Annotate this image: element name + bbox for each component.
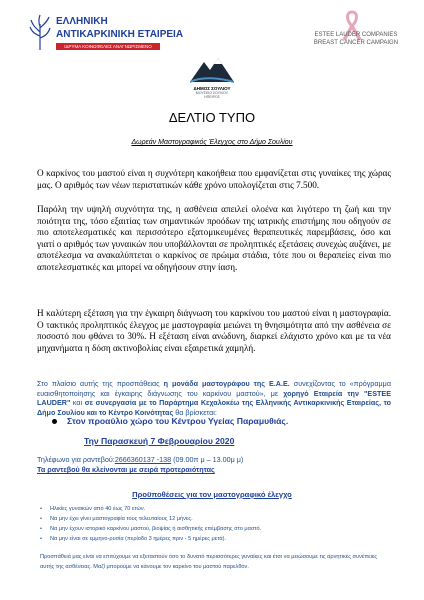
prerequisites-title: Προϋποθέσεις για τον μαστογραφικό έλεγχο <box>132 490 292 499</box>
list-item: • Να μην έχει γίνει μαστογραφία τους τελευταίους 12 μήνες. <box>40 514 400 524</box>
page-subtitle: Δωρεάν Μαστογραφικός Έλεγχος στο Δήμο Σουλίου <box>131 139 293 146</box>
mountain-icon <box>190 56 234 84</box>
program-text-4: θα βρίσκεται: <box>173 407 217 417</box>
program-text-1: Στο πλαίσιο αυτής της προσπάθειας <box>37 379 164 388</box>
program-bold-2: χορηγό Εταιρεία την "ESTEE LAUDER" <box>37 388 392 408</box>
appointments-note: Τα ραντεβού θα κλείνονται με σειρά προτεραιότητας <box>37 465 215 474</box>
logo-center-line1: ΔΗΜΟΣ ΣΟΥΛΙΟΥ <box>193 86 231 91</box>
event-date: Την Παρασκευή 7 Φεβρουαρίου 2020 <box>84 436 235 446</box>
paragraph-treatment: Παρόλη την υψηλή συχνότητα της, η ασθένεια απειλεί ολοένα και λιγότερο τη ζωή και την ποιότητα της, τόσο εξαιτίας των σημαντικών προόδων της ιατρικής επιστήμης που οδηγούν σε πιο αποτελεσματικές και περισσότερο εξατομικευμένες θεραπευτικές παρεμβάσεις, όσο και γιατί ο αριθμός των γυναικών που υποβάλλονται σε προληπτικές εξετάσεις συνεχώς αυξάνει, με αποτέλεσμα να ανακαλύπτεται ο καρκίνος σε πρώιμα στάδια, τότε που οι θεραπείες είναι πιο αποτελεσματικές και μπορεί να οδηγήσουν στην ίαση. <box>37 204 392 272</box>
list-item: • Να μην είναι σε εμμηνο-ρυσία (περίοδο 3 ημέρες πριν - 5 ημέρες μετά). <box>40 534 400 544</box>
logo-right-line1: ESTEE LAUDER COMPANIES <box>314 32 398 38</box>
program-text-2: συνεχίζοντας το «πρόγραμμα ευαισθητοποίησης και έγκαιρης διάγνωσης του καρκίνου μαστού», με <box>37 379 391 398</box>
municipality-souli-logo <box>184 56 240 104</box>
logo-center-line3: ΗΠΕΙΡΟΣ <box>204 95 220 99</box>
prerequisites-list <box>40 504 400 544</box>
logo-left-line1: ΕΛΛΗΝΙΚΗ <box>56 16 108 27</box>
estee-lauder-campaign-logo <box>300 10 410 58</box>
paragraph-mammography: Η καλύτερη εξέταση για την έγκαιρη διάγνωση του καρκίνου του μαστού είναι η μαστογραφία. Ο τακτικός προληπτικός έλεγχος με μαστογραφία μειώνει τη θνησιμότητα από την ασθένεια σε ποσοστό που φθάνει το 30%. Η εξέταση είναι ανώδυνη, διαρκεί ελάχιστο χρόνο και με τα νέα μηχανήματα η δόση ακτινοβολίας είναι εξαιρετικά χαμηλή. <box>37 308 391 353</box>
program-text-3: και <box>70 398 85 408</box>
location-text: Στον προαύλιο χώρο του Κέντρου Υγείας Παραμυθιάς. <box>67 416 289 426</box>
logo-center-line2: ΜΟΥΣΕΙΟ ΣΟΥΛΙΟΥ <box>195 91 229 95</box>
logo-right-line2: BREAST CANCER CAMPAIGN <box>313 40 399 46</box>
logo-left-line2: ΑΝΤΙΚΑΡΚΙΝΙΚΗ ΕΤΑΙΡΕΙΑ <box>56 29 184 40</box>
closing-paragraph: Προσπάθειά μας είναι να επιτύχουμε να εξεταστούν όσο το δυνατό περισσότερες γυναίκες και έτσι να μειώσουμε τις αρνητικές συνέπειες αυτής της ασθένειας. Μαζί μπορούμε να κάνουμε τον καρκίνο του μαστού παρελθόν. <box>40 554 378 570</box>
tree-icon <box>28 14 52 50</box>
list-item: • Να μην έχουν ιστορικό καρκίνου μαστού, βιοψίας ή αισθητικής επέμβασης στο μαστό. <box>40 524 400 534</box>
location-bullet <box>52 416 392 426</box>
paragraph-incidence: Ο καρκίνος του μαστού είναι η συχνότερη κακοήθεια που εμφανίζεται στις γυναίκες της χώρας μας. Ο αριθμός των νέων περιστατικών κάθε χρόνο υπολογίζεται στις 7.500. <box>37 168 391 190</box>
bullet-icon <box>52 419 57 424</box>
phone-hours: (09.00π μ – 13.00μ μ) <box>171 455 244 464</box>
phone-line <box>37 455 243 464</box>
logo-left-tagline: ΙΔΡΥΜΑ ΚΟΙΝΩΦΕΛΕΣ ΑΝΑΓΝΩΡΙΣΜΕΝΟ <box>56 43 160 50</box>
hellenic-cancer-society-logo <box>28 14 184 56</box>
program-bold-3: σε συνεργασία με το Παράρτημα Κεχαλοκέω της Ελληνικής Αντικαρκινικής Εταιρείας, το Δήμο Σουλίου και το Κέντρο Κοινότητας <box>37 398 391 417</box>
paragraph-program <box>37 379 391 417</box>
program-bold-1: η μονάδα μαστογράφου της Ε.Α.Ε. <box>163 379 290 388</box>
page-title: ΔΕΛΤΙΟ ΤΥΠΟ <box>168 110 256 125</box>
phone-prefix: Τηλέφωνο για ραντεβού: <box>37 455 115 464</box>
list-item: • Ηλικίες γυναικών από 40 έως 70 ετών. <box>40 504 400 514</box>
phone-number[interactable]: 2666360137 -138 <box>114 455 172 464</box>
